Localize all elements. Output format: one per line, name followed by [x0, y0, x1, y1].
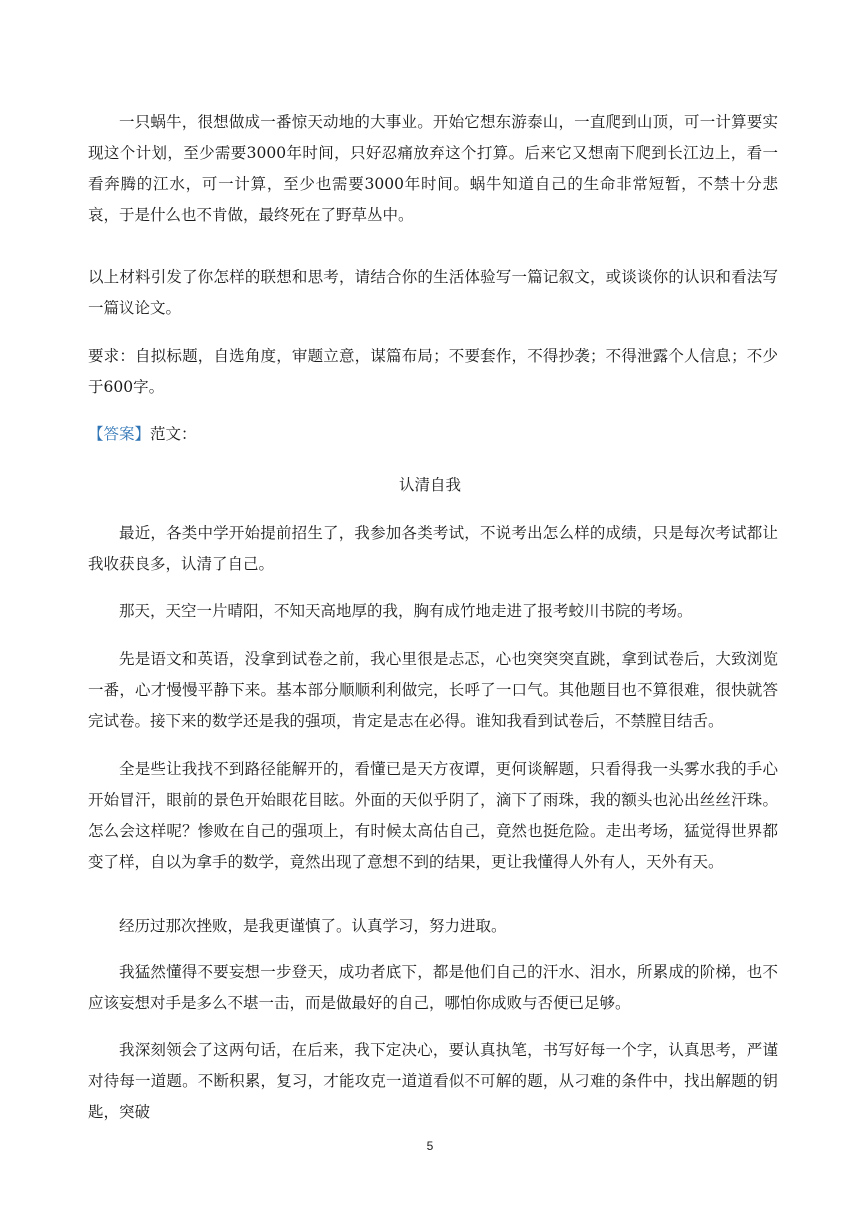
essay-title: 认清自我 — [398, 476, 461, 494]
essay-paragraph-2: 那天，天空一片晴阳，不知天高地厚的我，胸有成竹地走进了报考蛟川书院的考场。 — [119, 602, 693, 620]
prompt-paragraph: 以上材料引发了你怎样的联想和思考，请结合你的生活体验写一篇记叙文，或谈谈你的认识和看法写一篇议论文。 — [88, 268, 778, 317]
essay-paragraph-6: 我猛然懂得不要妄想一步登天，成功者底下，都是他们自己的汗水、泪水，所累成的阶梯，也不应该妄想对手是多么不堪一击，而是做最好的自己，哪怕你成败与否便已足够。 — [88, 963, 778, 1012]
essay-paragraph-1: 最近，各类中学开始提前招生了，我参加各类考试，不说考出怎么样的成绩，只是每次考试都让我收获良多，认清了自己。 — [88, 524, 778, 573]
answer-label: 【答案】 — [88, 425, 151, 443]
page-number: 5 — [426, 1139, 434, 1153]
answer-intro: 范文： — [150, 425, 197, 443]
answer-heading — [88, 419, 778, 450]
essay-paragraph-7: 我深刻领会了这两句话，在后来，我下定决心，要认真执笔，书写好每一个字，认真思考，严谨对待每一道题。不断积累，复习，才能攻克一道道看似不可解的题，从刁难的条件中，找出解题的钥匙，突破 — [88, 1041, 778, 1121]
essay-paragraph-4: 全是些让我找不到路径能解开的，看懂已是天方夜谭，更何谈解题，只看得我一头雾水我的手心开始冒汗，眼前的景色开始眼花目眩。外面的天似乎阴了，滴下了雨珠，我的额头也沁出丝丝汗珠。怎么会这样呢？惨败在自己的强项上，有时候太高估自己，竟然也挺危险。走出考场，猛觉得世界都变了样，自以为拿手的数学，竟然出现了意想不到的结果，更让我懂得人外有人，天外有天。 — [88, 760, 778, 871]
essay-paragraph-5: 经历过那次挫败，是我更谨慎了。认真学习，努力进取。 — [119, 917, 507, 935]
requirements-paragraph: 要求：自拟标题，自选角度，审题立意，谋篇布局；不要套作，不得抄袭；不得泄露个人信息；不少于600字。 — [88, 347, 778, 396]
essay-paragraph-3: 先是语文和英语，没拿到试卷之前，我心里很是忐忑，心也突突突直跳，拿到试卷后，大致浏览一番，心才慢慢平静下来。基本部分顺顺利利做完，长呼了一口气。其他题目也不算很难，很快就答完试卷。接下来的数学还是我的强项，肯定是志在必得。谁知我看到试卷后，不禁膛目结舌。 — [88, 650, 778, 730]
material-paragraph: 一只蜗牛，很想做成一番惊天动地的大事业。开始它想东游泰山，一直爬到山顶，可一计算要实现这个计划，至少需要3000年时间，只好忍痛放弃这个打算。后来它又想南下爬到长江边上，看一看奔腾的江水，可一计算，至少也需要3000年时间。蜗牛知道自己的生命非常短暂，不禁十分悲哀，于是什么也不肯做，最终死在了野草丛中。 — [88, 113, 778, 224]
